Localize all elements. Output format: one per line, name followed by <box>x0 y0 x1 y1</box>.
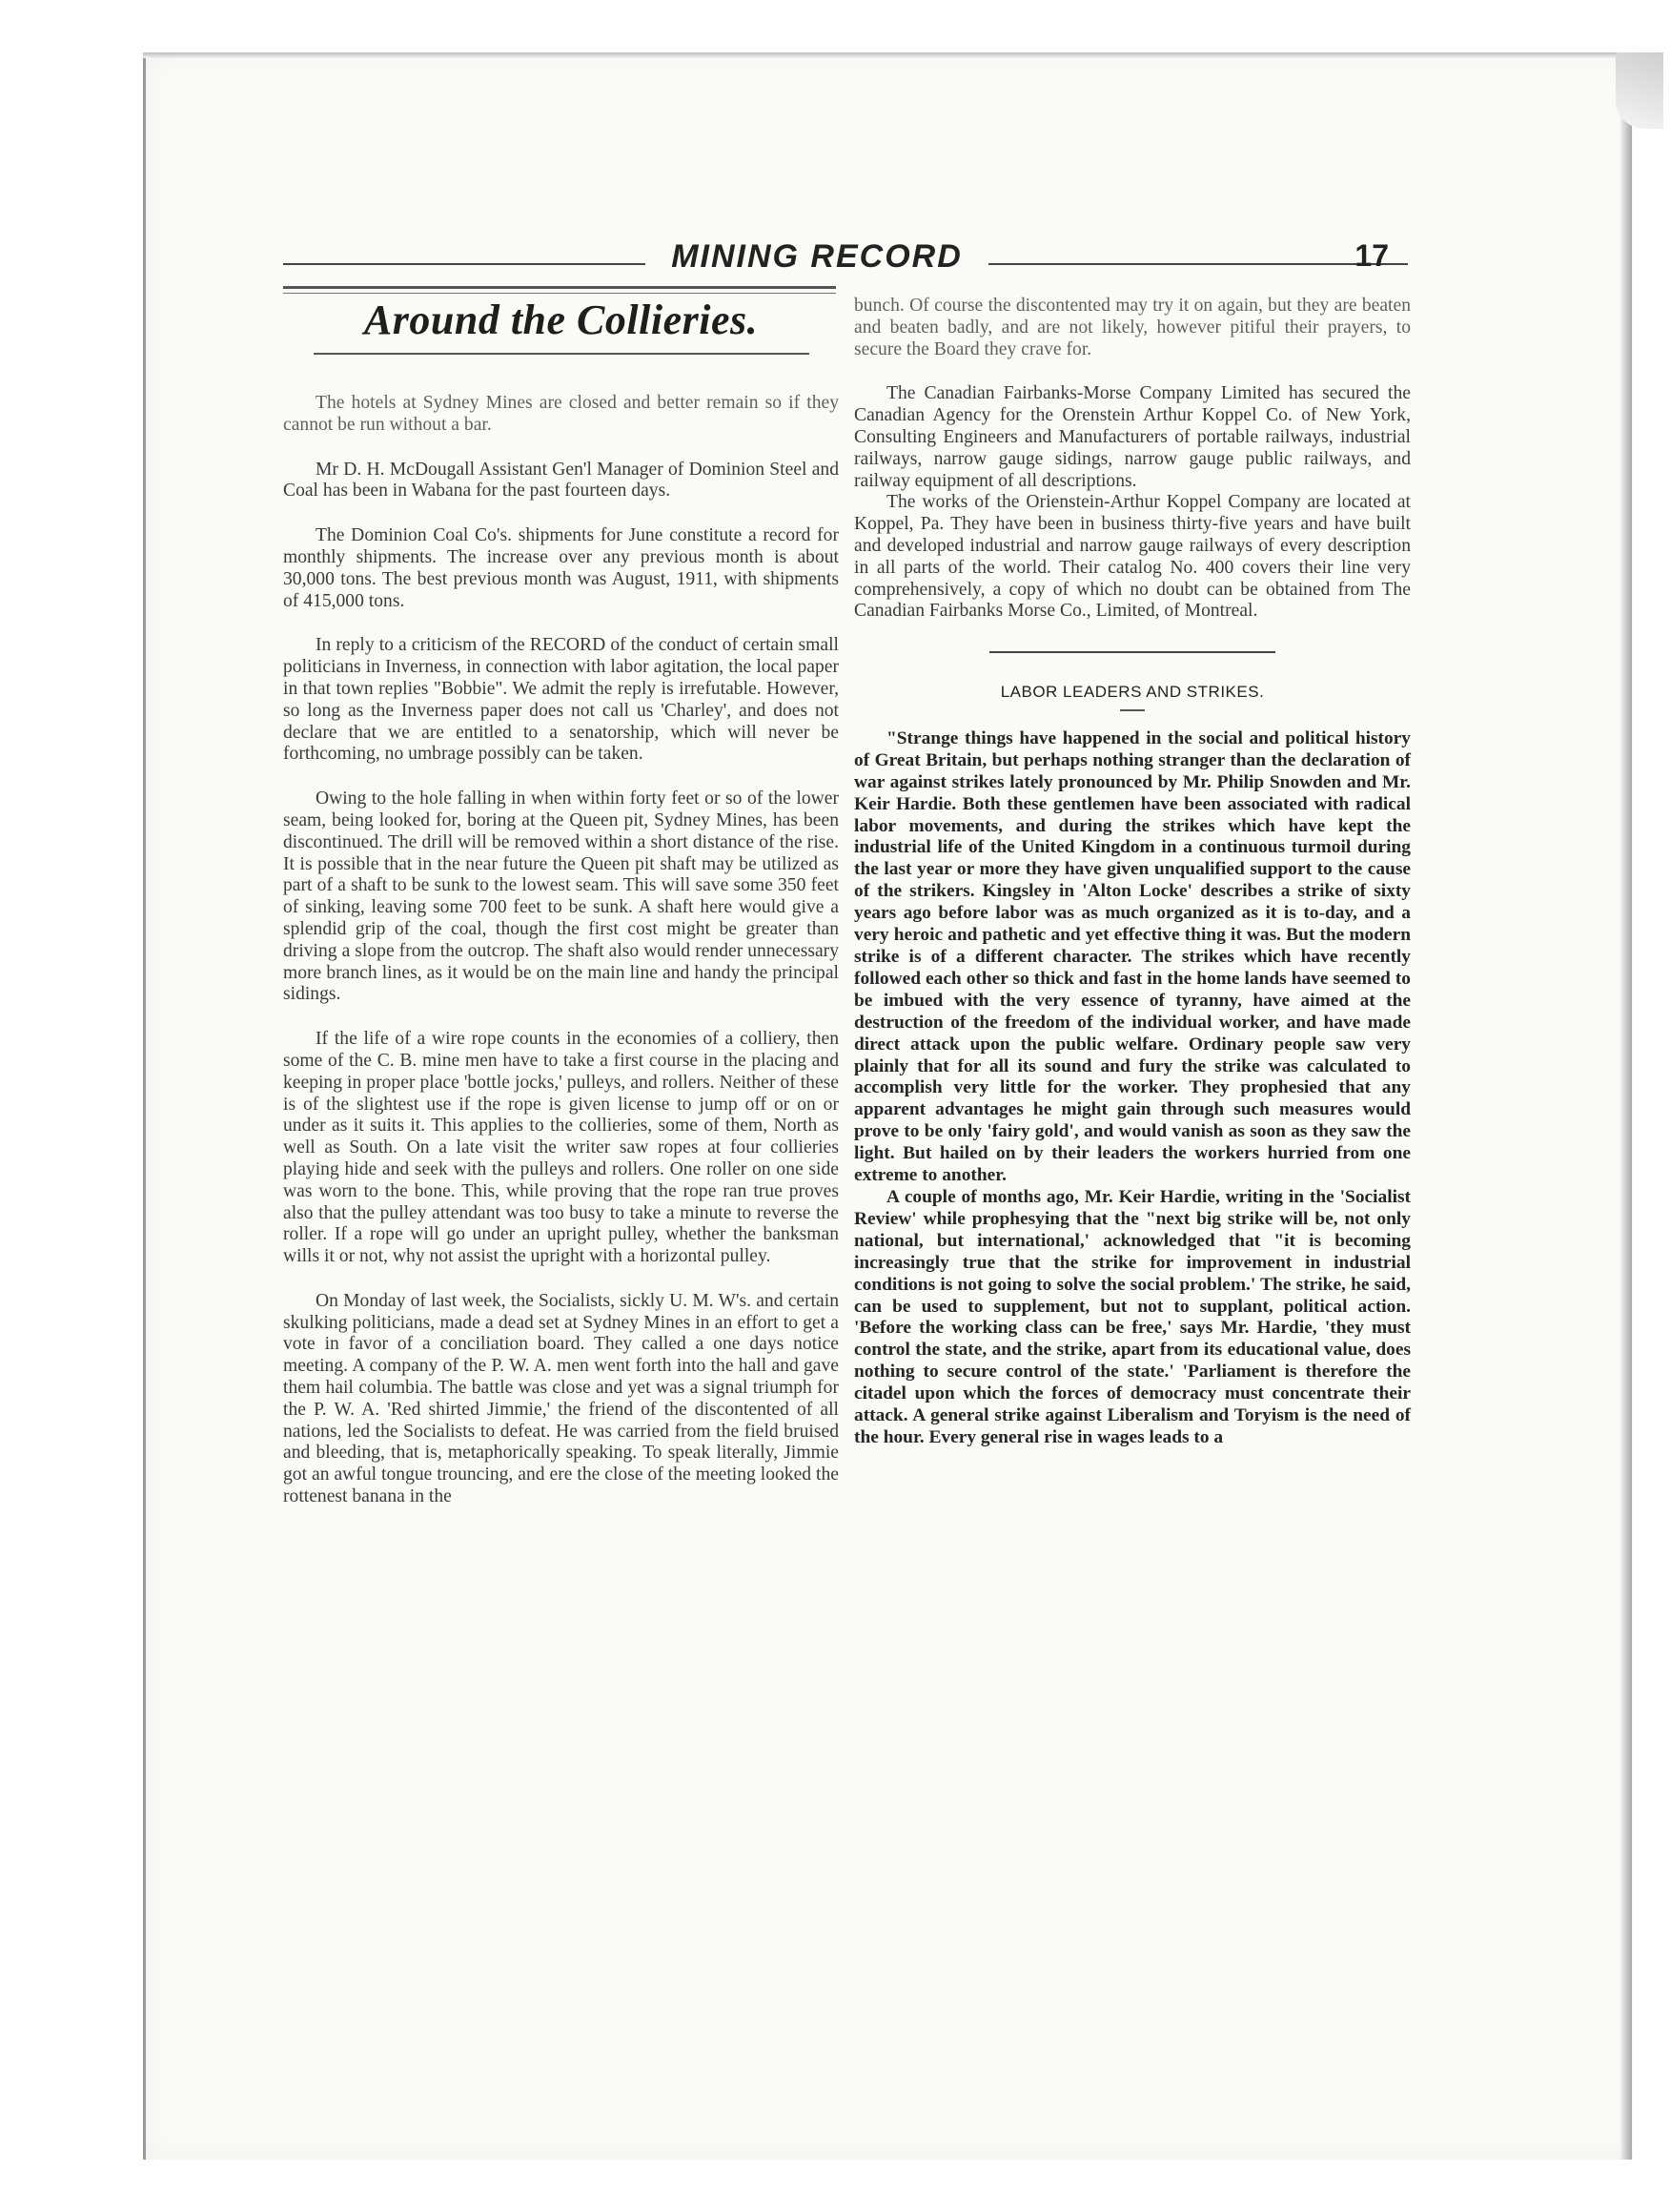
paragraph-koppel-works: The works of the Orienstein-Arthur Koppel Company are located at Koppel, Pa. They have been in business thirty-five years and have built and developed industrial and narrow gauge railways of every description in all parts of the world. Their catalog No. 400 covers their line very comprehensively, a copy of which no doubt can be obtained from The Canadian Fairbanks Morse Co., Limited, of Montreal. <box>854 492 1411 622</box>
paragraph-keir-hardie: A couple of months ago, Mr. Keir Hardie, writing in the 'Socialist Review' while prophesying that the "next big strike will be, not only national, but international,' acknowledged that "it is becoming increasingly true that the strike for improvement in industrial conditions is not going to solve the social problem.' The strike, he said, can be used to supplement, but not to supplant, political action. 'Before the working class can be free,' says Mr. Hardie, 'they must control the state, and the strike, apart from its educational value, does nothing to secure control of the state.' 'Parliament is therefore the citadel upon which the forces of democracy must concentrate their attack. A general strike against Liberalism and Toryism is the need of the hour. Every general rise in wages leads to a <box>854 1186 1411 1447</box>
right-column <box>854 296 1411 1449</box>
title-rule <box>314 353 809 355</box>
paragraph-shipments: The Dominion Coal Co's. shipments for June constitute a record for monthly shipments. The increase over any previous month is about 30,000 tons. The best previous month was August, 1911, with shipments of 415,000 tons. <box>283 525 839 611</box>
left-column <box>283 296 839 1508</box>
paragraph-socialists: On Monday of last week, the Socialists, sickly U. M. W's. and certain skulking politicians, made a dead set at Sydney Mines in an effort to get a vote in favor of a conciliation board. They called a one days notice meeting. A company of the P. W. A. men went forth into the hall and gave them hail columbia. The battle was close and yet was a signal triumph for the P. W. A. 'Red shirted Jimmie,' the friend of the discontented of all nations, led the Socialists to defeat. He was carried from the field bruised and bleeding, that is, metaphorically speaking. To speak literally, Jimmie got an awful tongue trouncing, and ere the close of the meeting looked the rottenest banana in the <box>283 1290 839 1507</box>
paragraph-labor-leaders: "Strange things have happened in the social and political history of Great Britain, but perhaps nothing stranger than the declaration of war against strikes lately pronounced by Mr. Philip Snowden and Mr. Keir Hardie. Both these gentlemen have been associated with radical labor movements, and during the strikes which have kept the industrial life of the United Kingdom in a continuous turmoil during the last year or more they have given unqualified support to the cause of the strikers. Kingsley in 'Alton Locke' describes a strike of sixty years ago before labor was as much organized as it is to-day, and a very heroic and pathetic and yet effective thing it was. But the modern strike is of a different character. The strikes which have recently followed each other so thick and fast in the home lands have seemed to be imbued with the very essence of tyranny, have aimed at the destruction of the freedom of the individual worker, and have made direct attack upon the public welfare. Ordinary people saw very plainly that for all its sound and fury the strike was calculated to accomplish very little for the worker. They prophesied that any apparent advantages he might gain through such measures would prove to be only 'fairy gold', and would vanish as soon as they saw the light. But hailed on by their leaders the workers hurried from one extreme to another. <box>854 727 1411 1186</box>
header-rule-left <box>283 263 645 265</box>
article-heading: LABOR LEADERS AND STRIKES. <box>1000 683 1265 702</box>
paragraph-wire-rope: If the life of a wire rope counts in the economies of a colliery, then some of the C. B. mine men have to take a first course in the placing and keeping in proper place 'bottle jocks,' pulleys, and rollers. Neither of these is of the slightest use if the rope is given license to jump off or on or under as it suits it. This applies to the collieries, some of them, North as well as South. On a late visit the writer saw ropes at four collieries playing hide and seek with the pulleys and rollers. One roller on one side was worn to the bone. This, while proving that the rope ran true proves also that the pulley attendant was too busy to take a minute to reverse the roller. If a rope will go under an upright pulley, whether the banksman wills it or not, why not assist the upright with a horizontal pulley. <box>283 1029 839 1267</box>
heading-rule <box>1120 709 1145 711</box>
page-edge-right <box>1620 52 1632 2160</box>
dog-ear-corner <box>1616 52 1663 129</box>
paragraph-queen-pit: Owing to the hole falling in when within forty feet or so of the lower seam, being looked for, boring at the Queen pit, Sydney Mines, has been discontinued. The drill will be removed within a short distance of the rise. It is possible that in the near future the Queen pit shaft may be utilized as part of a shaft to be sunk to the lowest seam. This will save some 350 feet of sinking, leaving some 700 feet to be sunk. A shaft here would give a splendid grip of the coal, though the first cost might be greater than driving a slope from the outcrop. The shaft also would render unnecessary more branch lines, as it would be on the main line and handy the principal sidings. <box>283 789 839 1005</box>
header-double-rule <box>283 286 836 289</box>
running-head <box>283 238 1408 276</box>
paragraph-continuation: bunch. Of course the discontented may try it on again, but they are beaten and beaten badly, and are not likely, however pitiful their prayers, to secure the Board they crave for. <box>854 296 1411 359</box>
header-double-rule-thin <box>283 293 836 294</box>
page-number: 17 <box>1354 238 1389 273</box>
section-title: Around the Collieries. <box>363 297 759 343</box>
paragraph-fairbanks: The Canadian Fairbanks-Morse Company Limited has secured the Canadian Agency for the Orenstein Arthur Koppel Co. of New York, Consulting Engineers and Manufacturers of portable railways, industrial railways, narrow gauge sidings, narrow gauge public railways, and railway equipment of all descriptions. <box>854 383 1411 491</box>
paragraph-mcdougall: Mr D. H. McDougall Assistant Gen'l Manager of Dominion Steel and Coal has been in Wabana for the past fourteen days. <box>283 459 839 502</box>
page-edge <box>143 52 1630 58</box>
paragraph-inverness: In reply to a criticism of the RECORD of the conduct of certain small politicians in Inverness, in connection with labor agitation, the local paper in that town replies "Bobbie". We admit the reply is irrefutable. However, so long as the Inverness paper does not call us 'Charley', and does not declare that we are entitled to a senatorship, which will never be forthcoming, no umbrage possibly can be taken. <box>283 635 839 765</box>
publication-title: MINING RECORD <box>671 238 963 275</box>
section-separator <box>989 651 1275 653</box>
paragraph-hotels: The hotels at Sydney Mines are closed and better remain so if they cannot be run without a bar. <box>283 393 839 435</box>
